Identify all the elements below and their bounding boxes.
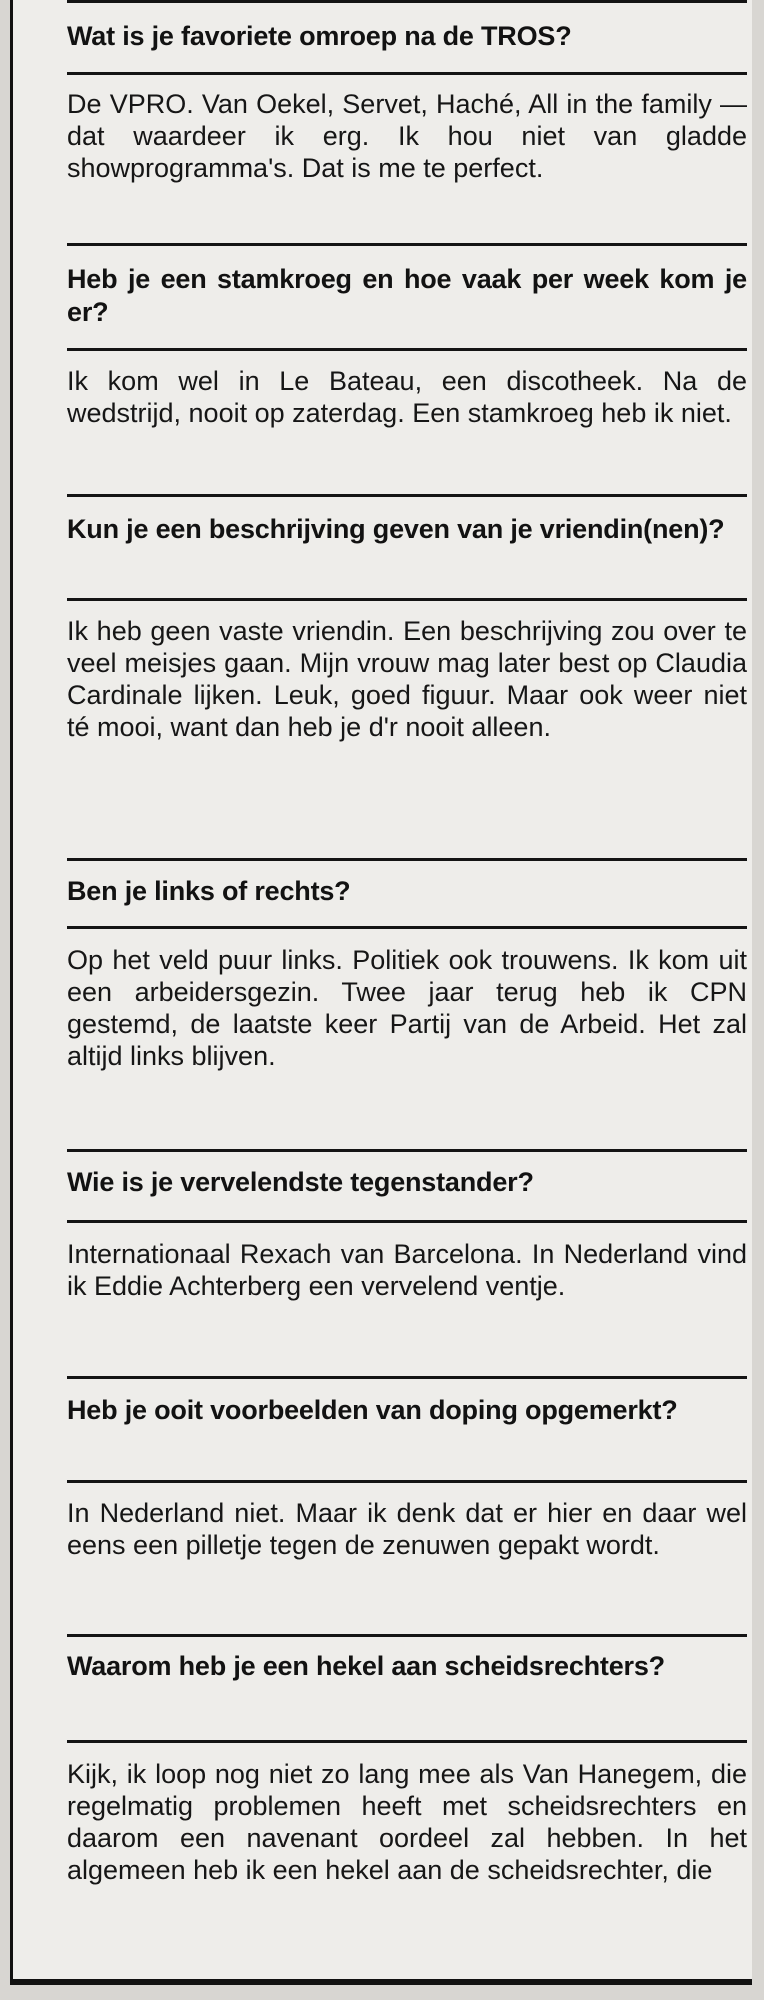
divider-rule [67, 1149, 747, 1152]
question-4: Ben je links of rechts? [67, 876, 351, 906]
question-6: Heb je ooit voorbeelden van doping opgemerkt? [67, 1395, 678, 1425]
answer-1: De VPRO. Van Oekel, Servet, Haché, All in the family — dat waardeer ik erg. Ik hou niet van gladde showprogramma's. Dat is me te perfect. [67, 89, 747, 183]
answer-2: Ik kom wel in Le Bateau, een discotheek. Na de wedstrijd, nooit op zaterdag. Een stamkroeg heb ik niet. [67, 366, 747, 428]
divider-rule [67, 348, 747, 351]
answer-3: Ik heb geen vaste vriendin. Een beschrijving zou over te veel meisjes gaan. Mijn vrouw mag later best op Claudia Cardinale lijken. Leuk, goed figuur. Maar ook weer niet té mooi, want dan heb je d'r nooit alleen. [67, 616, 747, 742]
divider-rule [67, 1376, 747, 1379]
question-2: Heb je een stamkroeg en hoe vaak per week kom je er? [67, 264, 747, 327]
divider-rule [67, 1220, 747, 1223]
divider-rule [67, 494, 747, 497]
divider-rule [67, 598, 747, 601]
divider-rule [67, 243, 747, 246]
answer-5: Internationaal Rexach van Barcelona. In Nederland vind ik Eddie Achterberg een vervelend ventje. [67, 1239, 747, 1301]
divider-rule [67, 1740, 747, 1743]
divider-rule [67, 858, 747, 861]
divider-rule [67, 0, 747, 3]
question-7: Waarom heb je een hekel aan scheidsrechters? [67, 1651, 665, 1681]
question-5: Wie is je vervelendste tegenstander? [67, 1167, 534, 1197]
magazine-page [10, 0, 752, 1985]
question-3: Kun je een beschrijving geven van je vriendin(nen)? [67, 514, 725, 544]
divider-rule [67, 926, 747, 929]
answer-4: Op het veld puur links. Politiek ook trouwens. Ik kom uit een arbeidersgezin. Twee jaar terug heb ik CPN gestemd, de laatste keer Partij van de Arbeid. Het zal altijd links blijven. [67, 945, 747, 1071]
divider-rule [67, 1634, 747, 1637]
divider-rule [67, 1480, 747, 1483]
divider-rule [67, 72, 747, 75]
answer-6: In Nederland niet. Maar ik denk dat er hier en daar wel eens een pilletje tegen de zenuwen gepakt wordt. [67, 1498, 747, 1560]
answer-7: Kijk, ik loop nog niet zo lang mee als Van Hanegem, die regelmatig problemen heeft met scheidsrechters en daarom een navenant oordeel zal hebben. In het algemeen heb ik een hekel aan de scheidsrechter, die [67, 1759, 747, 1885]
question-1: Wat is je favoriete omroep na de TROS? [67, 21, 572, 51]
